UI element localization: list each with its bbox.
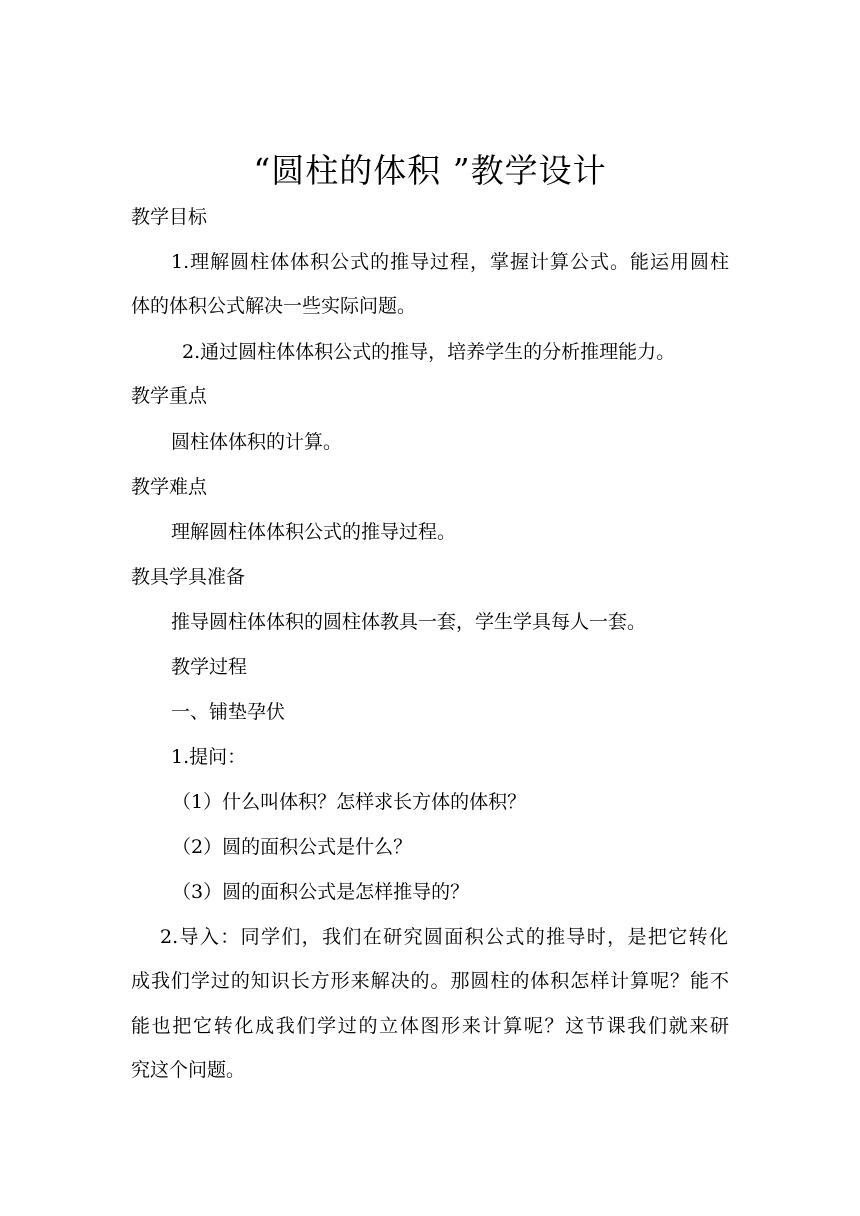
- intro-line-1: 2.导入：同学们，我们在研究圆面积公式的推导时，是把它转化: [160, 926, 728, 948]
- step-1-question-label: 1.提问：: [171, 746, 247, 768]
- question-2: （2）圆的面积公式是什么？: [172, 836, 413, 858]
- document-title: “圆柱的体积 ”教学设计: [253, 151, 607, 190]
- difficulty-heading: 教学难点: [131, 476, 208, 498]
- intro-line-2: 成我们学过的知识长方形来解决的。那圆柱的体积怎样计算呢？能不: [131, 970, 729, 992]
- objectives-heading: 教学目标: [131, 206, 208, 228]
- step-1-heading: 一、铺垫孕伏: [171, 701, 286, 723]
- objective-1-line-1: 1.理解圆柱体体积公式的推导过程，掌握计算公式。能运用圆柱: [171, 251, 729, 273]
- question-3: （3）圆的面积公式是怎样推导的？: [172, 881, 470, 903]
- objective-1-line-2: 体的体积公式解决一些实际问题。: [131, 295, 417, 317]
- difficulty-text: 理解圆柱体体积公式的推导过程。: [171, 521, 457, 543]
- objective-2: 2.通过圆柱体体积公式的推导，培养学生的分析推理能力。: [182, 341, 676, 363]
- key-point-heading: 教学重点: [131, 385, 208, 407]
- materials-text: 推导圆柱体体积的圆柱体教具一套，学生学具每人一套。: [171, 611, 647, 633]
- intro-line-4: 究这个问题。: [131, 1059, 246, 1081]
- process-heading: 教学过程: [171, 656, 248, 678]
- question-1: （1）什么叫体积？怎样求长方体的体积？: [172, 791, 527, 813]
- key-point-text: 圆柱体体积的计算。: [171, 431, 343, 453]
- materials-heading: 教具学具准备: [131, 566, 246, 588]
- intro-line-3: 能也把它转化成我们学过的立体图形来计算呢？这节课我们就来研: [131, 1015, 729, 1037]
